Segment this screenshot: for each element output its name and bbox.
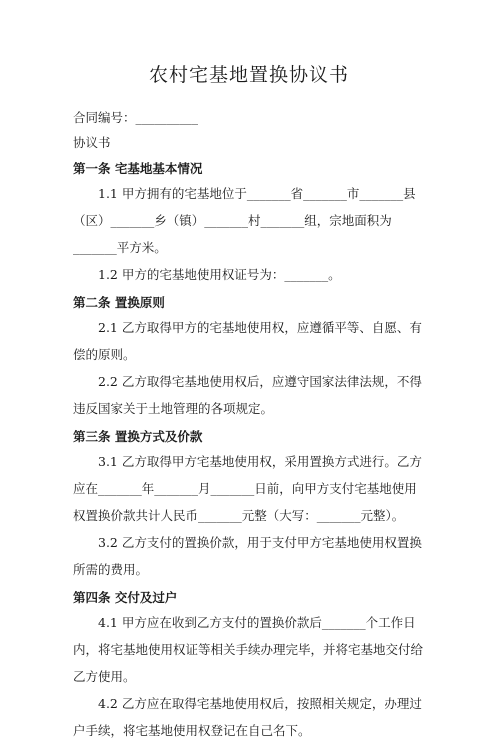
- document-label: 协议书: [73, 135, 111, 150]
- section-4: [73, 586, 425, 744]
- section-heading: 第一条 宅基地基本情况: [73, 161, 203, 176]
- contract-number-line: 合同编号：__________: [73, 110, 199, 125]
- clause-2-1: 2.1 乙方取得甲方的宅基地使用权，应遵循平等、自愿、有偿的原则。: [73, 320, 422, 362]
- clause-3-2: 3.2 乙方支付的置换价款，用于支付甲方宅基地使用权置换所需的费用。: [73, 535, 422, 577]
- clause-4-2: 4.2 乙方应在取得宅基地使用权后，按照相关规定，办理过户手续，将宅基地使用权登记在自己名下。: [73, 696, 422, 738]
- document-title: 农村宅基地置换协议书: [148, 64, 349, 86]
- section-2: [73, 291, 425, 422]
- clause-1-2: 1.2 甲方的宅基地使用权证号为：_______。: [98, 267, 341, 282]
- clause-1-1: 1.1 甲方拥有的宅基地位于_______省_______市_______县（区）_______乡（镇）_______村_______组，宗地面积为_______平方米。: [73, 186, 416, 255]
- section-heading: 第二条 置换原则: [73, 295, 165, 310]
- clause-3-1: 3.1 乙方取得甲方宅基地使用权，采用置换方式进行。乙方应在_______年_______月_______日前，向甲方支付宅基地使用权置换价款共计人民币_______元整（大写：_______元整）。: [73, 454, 422, 523]
- section-heading: 第四条 交付及过户: [73, 590, 178, 605]
- section-heading: 第三条 置换方式及价款: [73, 429, 203, 444]
- section-3: [73, 425, 425, 583]
- clause-4-1: 4.1 甲方应在收到乙方支付的置换价款后_______个工作日内，将宅基地使用权证等相关手续办理完毕，并将宅基地交付给乙方使用。: [73, 615, 424, 684]
- section-1: [73, 157, 425, 288]
- clause-2-2: 2.2 乙方取得宅基地使用权后，应遵守国家法律法规，不得违反国家关于土地管理的各项规定。: [73, 374, 422, 416]
